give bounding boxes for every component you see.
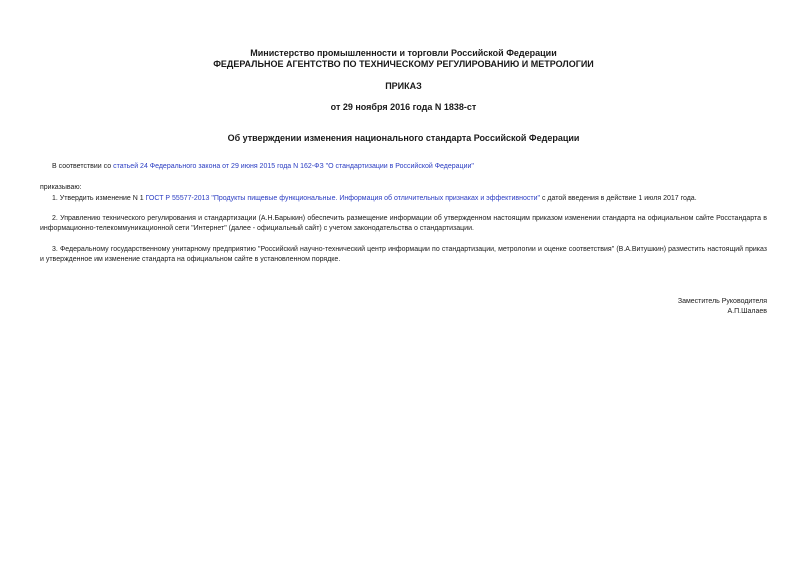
item-1 bbox=[52, 194, 697, 204]
item-1-prefix: 1. Утвердить изменение N 1 bbox=[52, 195, 146, 202]
doc-date: от 29 ноября 2016 года N 1838-ст bbox=[330, 102, 477, 112]
preamble bbox=[52, 162, 474, 172]
law-link[interactable]: статьей 24 Федерального закона от 29 июня 2015 года N 162-ФЗ "О стандартизации в Российской Федерации" bbox=[113, 163, 474, 170]
doc-subject: Об утверждении изменения национального стандарта Российской Федерации bbox=[227, 133, 580, 143]
preamble-intro: В соответствии со bbox=[52, 163, 114, 170]
signatory-name: А.П.Шалаев bbox=[727, 308, 767, 315]
agency-title: ФЕДЕРАЛЬНОЕ АГЕНТСТВО ПО ТЕХНИЧЕСКОМУ РЕГУЛИРОВАНИЮ И МЕТРОЛОГИИ bbox=[213, 59, 594, 69]
item-2: 2. Управлению технического регулирования и стандартизации (А.Н.Барыкин) обеспечить размещение информации об утвержденном настоящим приказом изменении стандарта на официальном сайте Росстандарта в информационно-телекоммуникационной сети "Интернет" (далее - официальный сайт) с учетом законодательства о стандартизации. bbox=[40, 215, 767, 232]
item-3: 3. Федеральному государственному унитарному предприятию "Российский научно-технический центр информации по стандартизации, метрологии и оценке соответствия" (В.А.Витушкин) разместить настоящий приказ и утвержденное им изменение стандарта на официальном сайте в установленном порядке. bbox=[40, 246, 767, 263]
order-word: приказываю: bbox=[40, 184, 82, 191]
ministry-title: Министерство промышленности и торговли Российской Федерации bbox=[250, 48, 557, 58]
item-1-suffix: с датой введения в действие 1 июля 2017 года. bbox=[540, 195, 697, 202]
signatory-position: Заместитель Руководителя bbox=[677, 298, 767, 305]
gost-link[interactable]: ГОСТ Р 55577-2013 "Продукты пищевые функциональные. Информация об отличительных признаках и эффективности" bbox=[145, 195, 540, 202]
doc-type: ПРИКАЗ bbox=[385, 81, 422, 91]
